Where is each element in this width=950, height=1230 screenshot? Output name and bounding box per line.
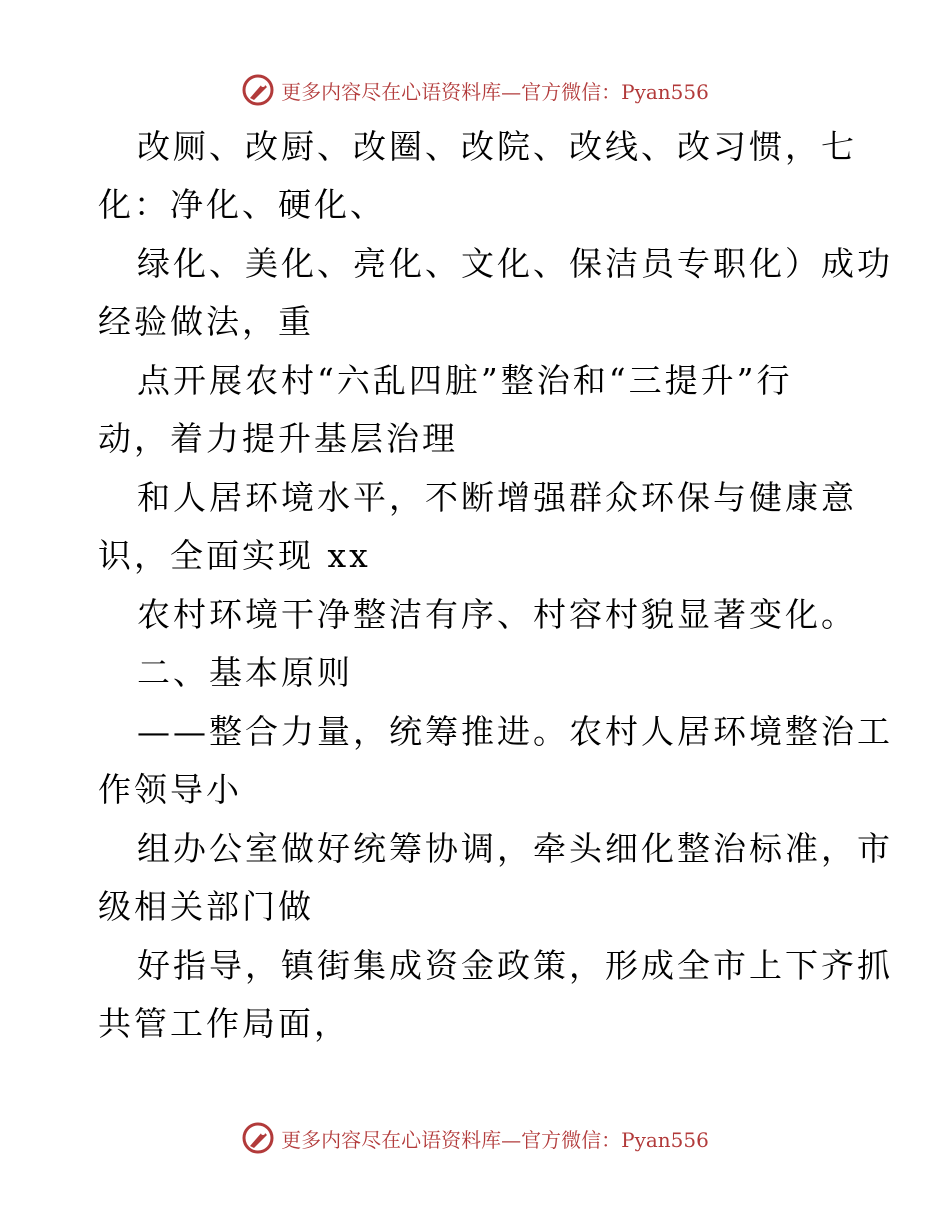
paragraph-line: 作领导小 bbox=[98, 770, 242, 809]
paragraph-line: 和人居环境水平，不断增强群众环保与健康意 bbox=[137, 478, 857, 517]
paragraph-line: 共管工作局面， bbox=[98, 1004, 350, 1043]
paragraph-line: 级相关部门做 bbox=[98, 887, 314, 926]
paragraph-line: 改厕、改厨、改圈、改院、改线、改习惯，七 bbox=[137, 127, 857, 166]
header-watermark bbox=[0, 70, 950, 110]
paragraph-line: ——整合力量，统筹推进。农村人居环境整治工 bbox=[137, 712, 893, 751]
pen-nib-icon bbox=[241, 73, 275, 107]
pen-nib-icon bbox=[241, 1121, 275, 1155]
watermark-text: 更多内容尽在心语资料库—官方微信：Pyan556 bbox=[281, 1127, 709, 1152]
paragraph-line: 点开展农村“六乱四脏”整治和“三提升”行 bbox=[137, 361, 793, 400]
section-heading: 二、基本原则 bbox=[137, 653, 353, 692]
footer-watermark bbox=[0, 1118, 950, 1158]
paragraph-line: 经验做法，重 bbox=[98, 302, 314, 341]
paragraph-line: 化：净化、硬化、 bbox=[98, 185, 386, 224]
paragraph-line: 农村环境干净整洁有序、村容村貌显著变化。 bbox=[137, 595, 857, 634]
watermark-text: 更多内容尽在心语资料库—官方微信：Pyan556 bbox=[281, 79, 709, 104]
paragraph-line: 动，着力提升基层治理 bbox=[98, 419, 458, 458]
paragraph-line: 好指导，镇街集成资金政策，形成全市上下齐抓 bbox=[137, 946, 893, 985]
paragraph-line: 组办公室做好统筹协调，牵头细化整治标准，市 bbox=[137, 829, 893, 868]
paragraph-line: 绿化、美化、亮化、文化、保洁员专职化）成功 bbox=[137, 244, 893, 283]
paragraph-line: 识，全面实现 xx bbox=[98, 536, 371, 575]
